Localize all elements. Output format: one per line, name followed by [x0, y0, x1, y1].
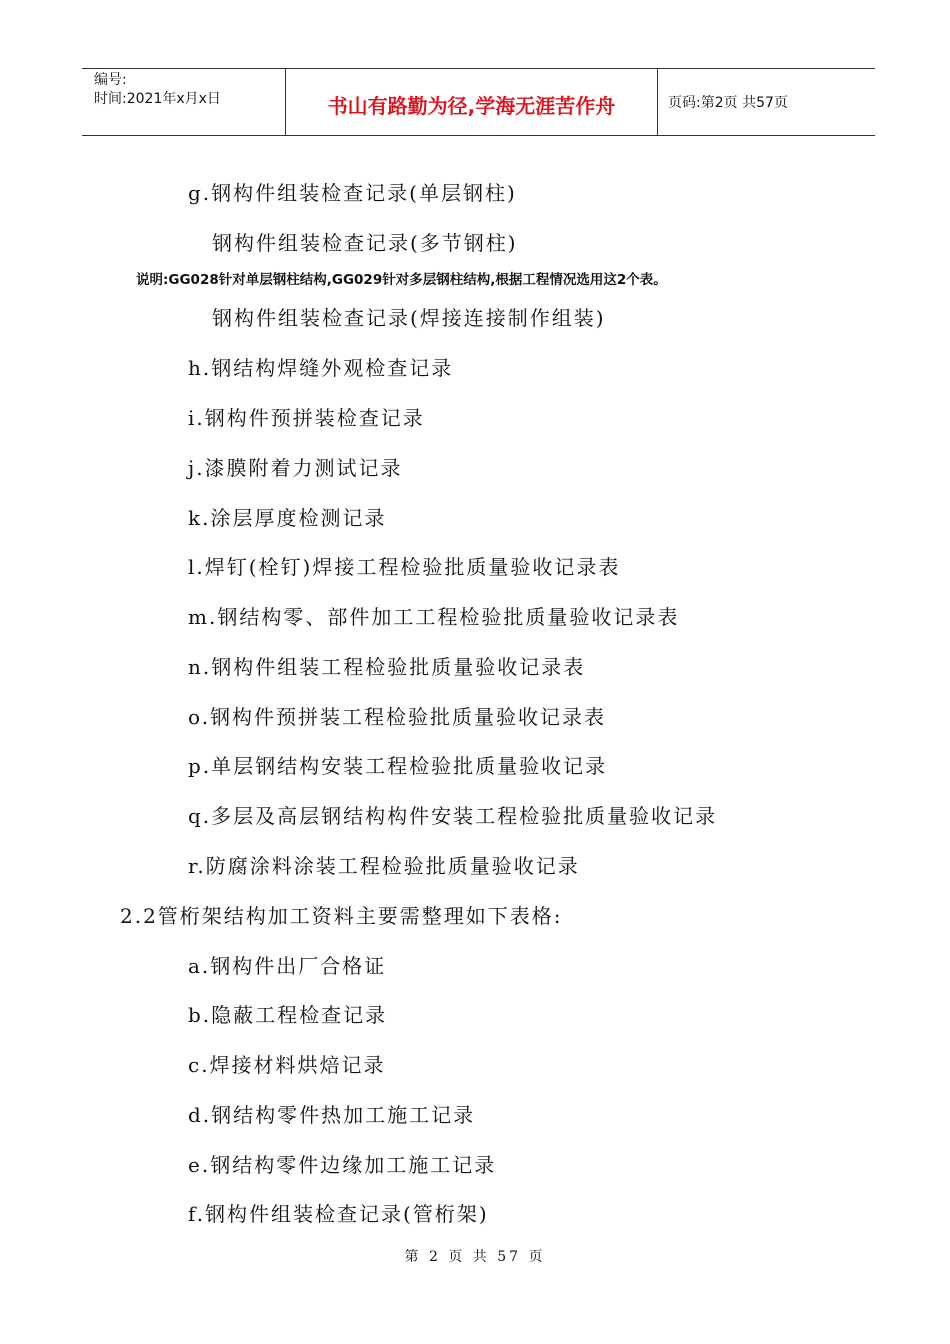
list-item-p: p.单层钢结构安装工程检验批质量验收记录: [188, 754, 608, 778]
list-item-q: q.多层及高层钢结构构件安装工程检验批质量验收记录: [188, 804, 718, 828]
document-date: 时间:2021年x月x日: [94, 91, 221, 107]
list-item-g-multi: 钢构件组装检查记录(多节钢柱): [212, 231, 518, 255]
header-motto: 书山有路勤为径,学海无涯苦作舟: [285, 69, 658, 135]
section-heading-2-2: 2.2管桁架结构加工资料主要需整理如下表格:: [120, 904, 563, 928]
list-item-c: c.焊接材料烘焙记录: [188, 1053, 386, 1077]
list-item-l: l.焊钉(栓钉)焊接工程检验批质量验收记录表: [188, 555, 621, 579]
page-footer: 第 2 页 共 57 页: [404, 1249, 546, 1265]
document-number-label: 编号:: [94, 72, 127, 88]
list-item-r: r.防腐涂料涂装工程检验批质量验收记录: [188, 854, 580, 878]
list-item-o: o.钢构件预拼装工程检验批质量验收记录表: [188, 705, 607, 729]
list-item-f: f.钢构件组装检查记录(管桁架): [188, 1202, 489, 1226]
list-item-k: k.涂层厚度检测记录: [188, 506, 387, 530]
list-item-i: i.钢构件预拼装检查记录: [188, 406, 425, 430]
list-item-e: e.钢结构零件边缘加工施工记录: [188, 1153, 497, 1177]
header-page-info: 页码:第2页 共57页: [668, 95, 788, 111]
list-item-j: j.漆膜附着力测试记录: [188, 456, 403, 480]
page-header: [82, 68, 875, 136]
list-item-d: d.钢结构零件热加工施工记录: [188, 1103, 476, 1127]
header-meta: [82, 69, 285, 135]
list-item-h: h.钢结构焊缝外观检查记录: [188, 356, 454, 380]
list-item-g: g.钢构件组装检查记录(单层钢柱): [188, 181, 517, 205]
explanation-note: 说明:GG028针对单层钢柱结构,GG029针对多层钢柱结构,根据工程情况选用这2个表。: [136, 272, 667, 288]
list-item-m: m.钢结构零、部件加工工程检验批质量验收记录表: [188, 605, 680, 629]
list-item-b: b.隐蔽工程检查记录: [188, 1003, 388, 1027]
list-item-n: n.钢构件组装工程检验批质量验收记录表: [188, 655, 586, 679]
list-item-a: a.钢构件出厂合格证: [188, 954, 387, 978]
list-item-g-welded: 钢构件组装检查记录(焊接连接制作组装): [212, 306, 606, 330]
